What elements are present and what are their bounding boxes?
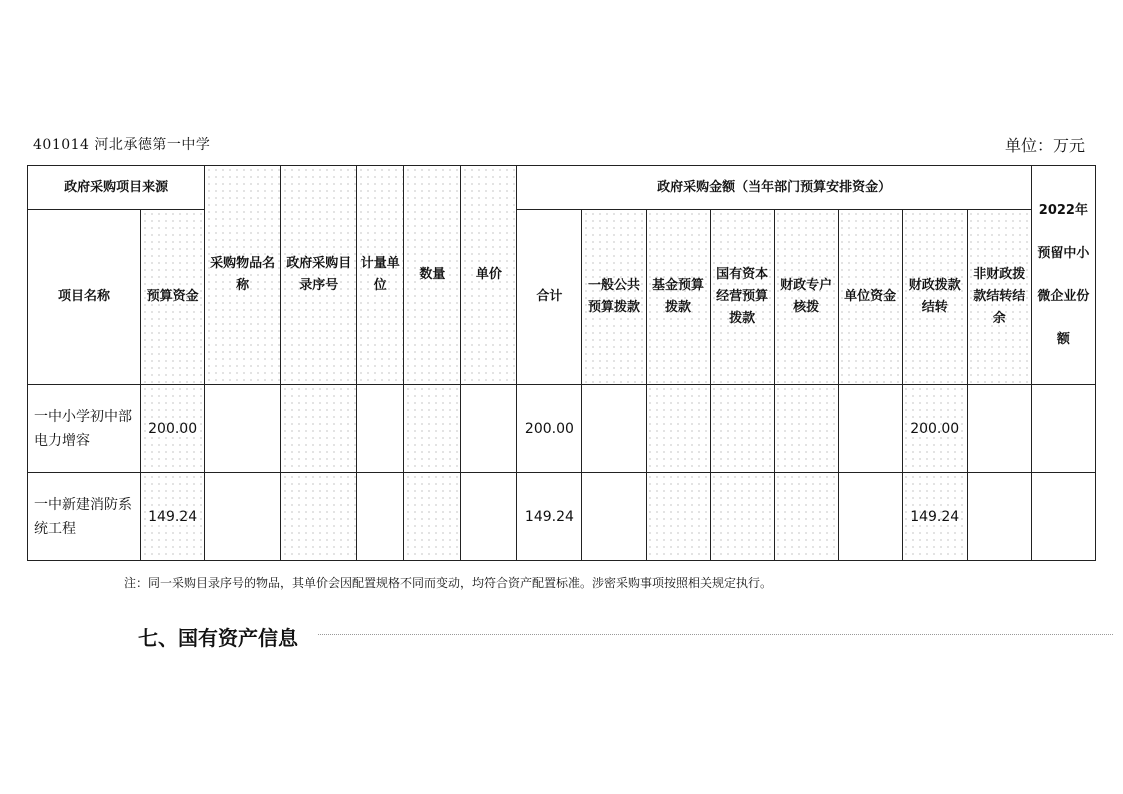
header-quantity: 数量 (404, 166, 461, 385)
row-nonfiscal-carryover (967, 385, 1031, 473)
header-nonfiscal-carryover: 非财政拨款结转结余 (967, 210, 1031, 385)
row-fiscal-carryover: 200.00 (902, 385, 967, 473)
row-unit (357, 473, 404, 561)
row-reserved (1031, 385, 1095, 473)
header-fund-budget: 基金预算拨款 (646, 210, 710, 385)
row-unit-price (461, 473, 517, 561)
unit-name: 401014 河北承德第一中学 (33, 137, 211, 153)
header-fiscal-carryover: 财政拨款结转 (902, 210, 967, 385)
section-leader-line (318, 634, 1113, 635)
row-item-name: 一中小学初中部电力增容 (28, 385, 141, 473)
header-general-budget: 一般公共预算拨款 (582, 210, 646, 385)
row-item-name: 一中新建消防系统工程 (28, 473, 141, 561)
row-nonfiscal-carryover (967, 473, 1031, 561)
row-goods-name (205, 473, 281, 561)
row-general-budget (582, 473, 646, 561)
row-state-capital (710, 473, 774, 561)
header-budget-funds: 预算资金 (141, 210, 205, 385)
header-unit-funds: 单位资金 (838, 210, 902, 385)
row-unit-price (461, 385, 517, 473)
row-total: 200.00 (517, 385, 582, 473)
header-goods-name: 采购物品名称 (205, 166, 281, 385)
row-general-budget (582, 385, 646, 473)
header-unit-price: 单价 (461, 166, 517, 385)
row-reserved (1031, 473, 1095, 561)
procurement-table (27, 165, 1096, 561)
row-unit-funds (838, 473, 902, 561)
row-unit (357, 385, 404, 473)
table-row (28, 385, 1096, 473)
row-total: 149.24 (517, 473, 582, 561)
row-budget-funds: 200.00 (141, 385, 205, 473)
unit-label: 单位：万元 (1005, 136, 1086, 155)
header-item-name: 项目名称 (28, 210, 141, 385)
header-source-group: 政府采购项目来源 (28, 166, 205, 210)
header-unit: 计量单位 (357, 166, 404, 385)
row-quantity (404, 385, 461, 473)
table-note: 注：同一采购目录序号的物品，其单价会因配置规格不同而变动，均符合资产配置标准。涉密采购事项按照相关规定执行。 (124, 576, 773, 590)
row-quantity (404, 473, 461, 561)
row-fund-budget (646, 385, 710, 473)
row-catalog-no (281, 385, 357, 473)
table-row (28, 473, 1096, 561)
row-unit-funds (838, 385, 902, 473)
row-fund-budget (646, 473, 710, 561)
row-special-account (774, 473, 838, 561)
row-special-account (774, 385, 838, 473)
row-state-capital (710, 385, 774, 473)
header-special-account: 财政专户核拨 (774, 210, 838, 385)
row-goods-name (205, 385, 281, 473)
header-state-capital: 国有资本经营预算拨款 (710, 210, 774, 385)
row-budget-funds: 149.24 (141, 473, 205, 561)
section-title: 七、国有资产信息 (138, 626, 298, 650)
header-amount-group: 政府采购金额（当年部门预算安排资金） (517, 166, 1031, 210)
header-reserved: 2022年预留中小微企业份额 (1031, 166, 1095, 385)
header-total: 合计 (517, 210, 582, 385)
row-catalog-no (281, 473, 357, 561)
header-catalog-no: 政府采购目录序号 (281, 166, 357, 385)
row-fiscal-carryover: 149.24 (902, 473, 967, 561)
